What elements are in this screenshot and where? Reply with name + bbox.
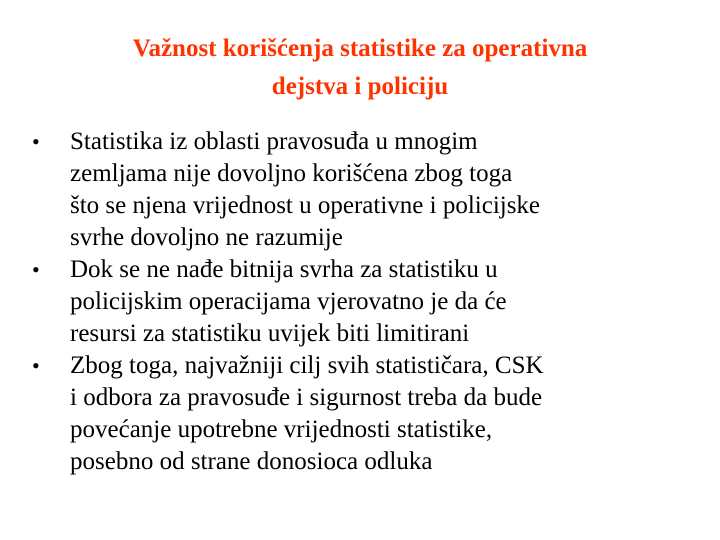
- bullet-dot-icon: •: [32, 129, 40, 154]
- bullet-text-line: policijskim operacijama vjerovatno je da će: [70, 288, 507, 315]
- slide-title-line: dejstva i policiju: [271, 73, 449, 100]
- bullet-text-line: svrhe dovoljno ne razumije: [70, 224, 343, 251]
- bullet-text-line: posebno od strane donosioca odluka: [70, 448, 433, 475]
- bullet-dot-icon: •: [32, 353, 40, 378]
- bullet-text-line: Statistika iz oblasti pravosuđa u mnogim: [70, 128, 478, 155]
- slide-title-line: Važnost korišćenja statistike za operativna: [132, 35, 588, 62]
- bullet-text-line: Dok se ne nađe bitnija svrha za statistiku u: [70, 256, 498, 283]
- bullet-item: [28, 126, 688, 254]
- slide-title: [40, 30, 680, 106]
- bullet-item: [28, 254, 688, 350]
- bullet-text-line: i odbora za pravosuđe i sigurnost treba da bude: [70, 384, 543, 411]
- bullet-text-line: Zbog toga, najvažniji cilj svih statističara, CSK: [70, 352, 544, 379]
- bullet-text-line: povećanje upotrebne vrijednosti statistike,: [70, 416, 493, 443]
- bullet-text-line: resursi za statistiku uvijek biti limitirani: [70, 320, 470, 347]
- bullet-text-line: zemljama nije dovoljno korišćena zbog toga: [70, 160, 513, 187]
- bullet-list: [28, 126, 688, 478]
- bullet-item: [28, 350, 688, 478]
- bullet-text-line: što se njena vrijednost u operativne i policijske: [70, 192, 541, 219]
- bullet-dot-icon: •: [32, 257, 40, 282]
